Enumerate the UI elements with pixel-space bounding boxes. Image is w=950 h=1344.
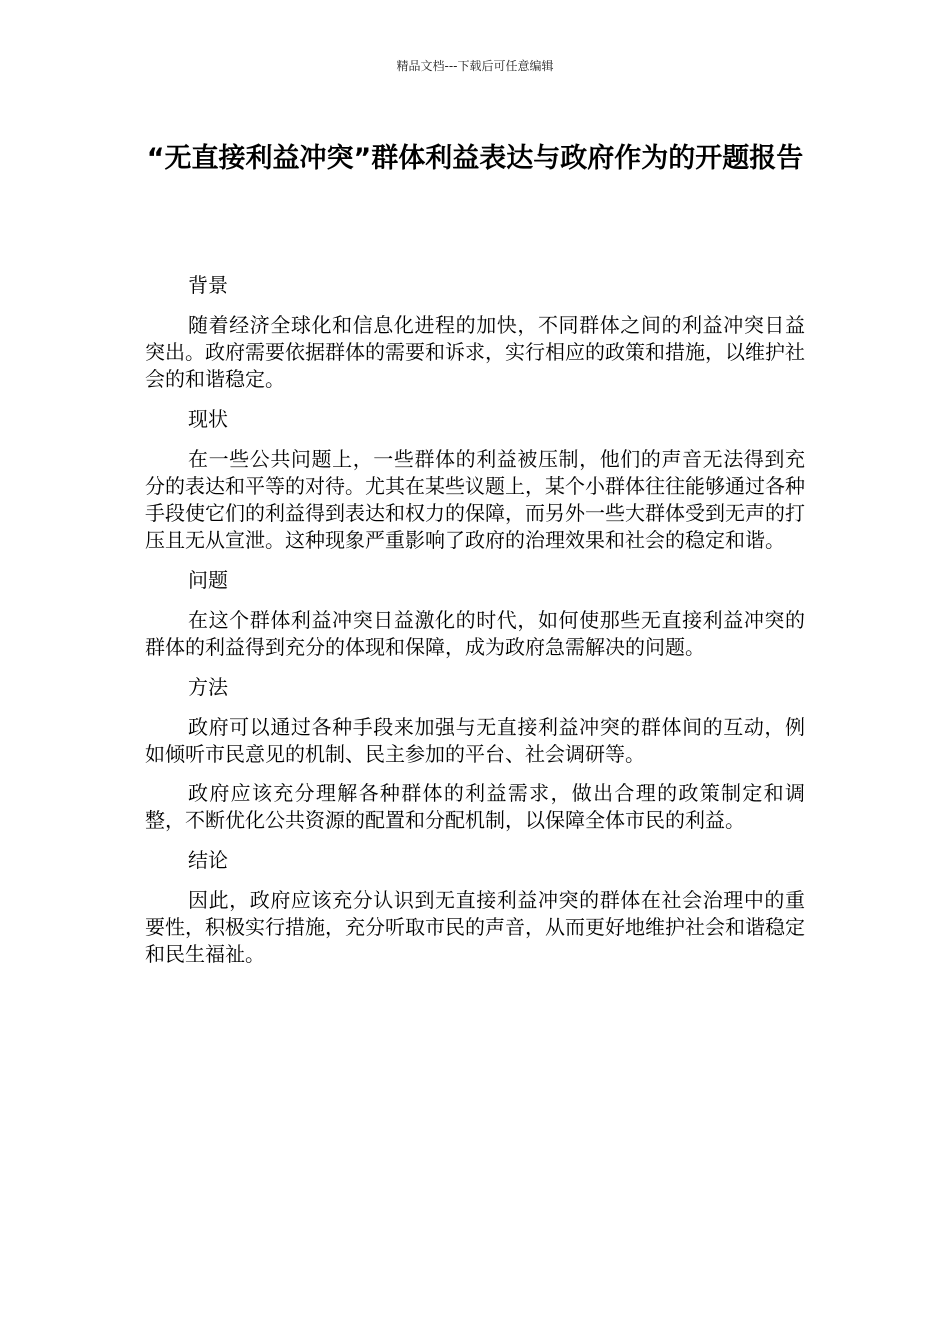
paragraph-method-2: 政府应该充分理解各种群体的利益需求，做出合理的政策制定和调整，不断优化公共资源的配置和分配机制，以保障全体市民的利益。 <box>145 781 805 832</box>
section-heading-problem: 问题 <box>188 568 228 592</box>
paragraph-status: 在一些公共问题上，一些群体的利益被压制，他们的声音无法得到充分的表达和平等的对待。尤其在某些议题上，某个小群体往往能够通过各种手段使它们的利益得到表达和权力的保障，而另外一些大群体受到无声的打压且无从宣泄。这种现象严重影响了政府的治理效果和社会的稳定和谐。 <box>145 447 805 552</box>
document-body <box>145 271 805 980</box>
section-heading-method: 方法 <box>188 675 228 699</box>
paragraph-conclusion: 因此，政府应该充分认识到无直接利益冲突的群体在社会治理中的重要性，积极实行措施，充分听取市民的声音，从而更好地维护社会和谐稳定和民生福祉。 <box>145 888 805 966</box>
paragraph-background: 随着经济全球化和信息化进程的加快，不同群体之间的利益冲突日益突出。政府需要依据群体的需要和诉求，实行相应的政策和措施，以维护社会的和谐稳定。 <box>145 313 805 391</box>
section-heading-background: 背景 <box>188 273 228 297</box>
paragraph-method-1: 政府可以通过各种手段来加强与无直接利益冲突的群体间的互动，例如倾听市民意见的机制、民主参加的平台、社会调研等。 <box>145 715 805 766</box>
section-heading-status: 现状 <box>188 407 228 431</box>
document-title: “无直接利益冲突”群体利益表达与政府作为的开题报告 <box>146 143 804 174</box>
page-header: 精品文档---下载后可任意编辑 <box>396 59 554 73</box>
paragraph-problem: 在这个群体利益冲突日益激化的时代，如何使那些无直接利益冲突的群体的利益得到充分的体现和保障，成为政府急需解决的问题。 <box>145 608 805 659</box>
section-heading-conclusion: 结论 <box>188 848 228 872</box>
